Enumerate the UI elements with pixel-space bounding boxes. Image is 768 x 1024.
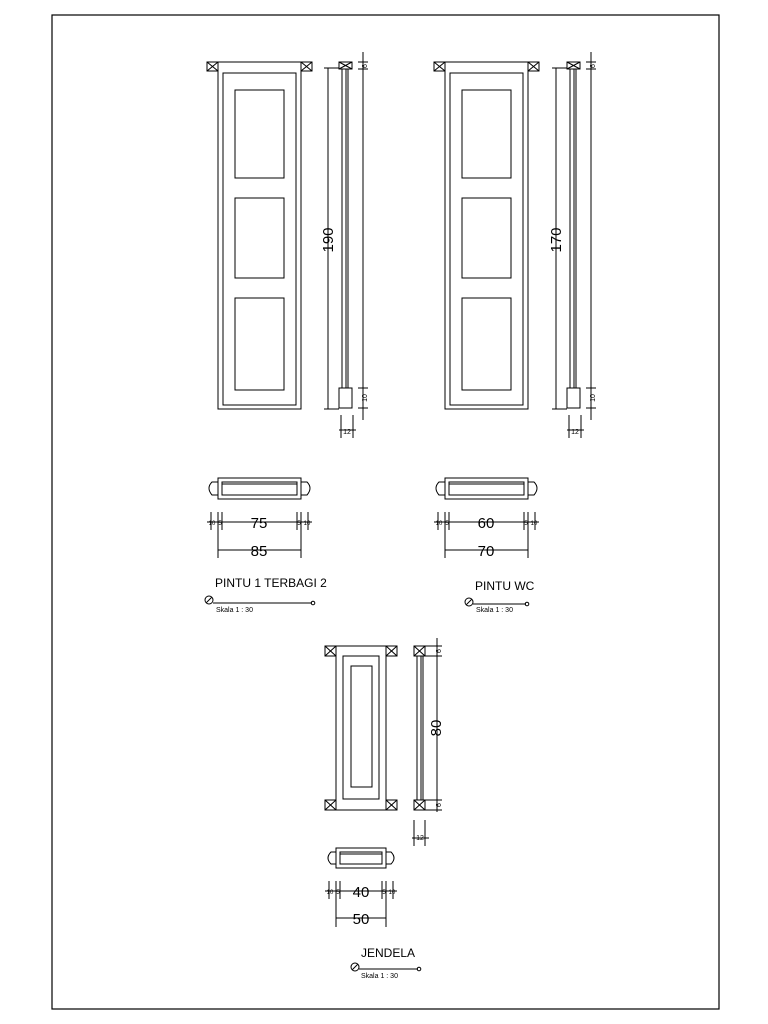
window-plan-dim-left-b: 5	[336, 890, 340, 896]
door-1-height-label: 190	[320, 227, 337, 253]
window-plan-dim-inner: 40	[352, 884, 370, 901]
door-2-panel-middle	[462, 198, 511, 278]
door-1-elevation	[207, 62, 312, 409]
door-1-frame	[218, 62, 301, 409]
door-2-scale-symbol	[465, 598, 529, 606]
door-1-plan-dim-right-a: 10	[303, 521, 311, 527]
door-2-panel-top	[462, 90, 511, 178]
door-2-plan-dim-right-a: 10	[530, 521, 538, 527]
door-2-plan-dim-overall: 70	[477, 543, 495, 560]
window-glass	[351, 666, 372, 787]
door-1-thickness-label: 12	[343, 429, 351, 436]
window-top-small-dim: 6	[436, 649, 443, 653]
window-scale-symbol	[351, 963, 421, 971]
window-plan-dim-right-a: 10	[388, 890, 396, 896]
door-2-thickness-label: 12	[571, 429, 579, 436]
door-2-height-label: 170	[548, 227, 565, 253]
door-2-bottom-small-dim: 10	[590, 394, 597, 402]
door-1-bottom-small-dim: 10	[362, 394, 369, 402]
door-2-plan-dim-left-b: 5	[445, 521, 449, 527]
window-thickness-label: 12	[416, 835, 424, 842]
door-2-leaf	[450, 73, 523, 405]
window-elevation	[325, 646, 397, 810]
door-2-top-small-dim: 6	[590, 64, 597, 68]
door-2-scale: Skala 1 : 30	[476, 607, 513, 614]
door-1-panel-top	[235, 90, 284, 178]
door-1-plan-dim-overall: 85	[250, 543, 268, 560]
door-1-panel-middle	[235, 198, 284, 278]
door-1-scale-symbol	[205, 596, 315, 605]
door-1-plan-dim-left-a: 10	[208, 521, 216, 527]
door-1-plan-dim-inner: 75	[250, 515, 268, 532]
window-plan-dim-right-b: 5	[382, 890, 386, 896]
window-height-label: 80	[428, 719, 445, 737]
door-1-panel-bottom	[235, 298, 284, 390]
window-sash	[343, 656, 379, 799]
door-2-panel-bottom	[462, 298, 511, 390]
door-1-title: PINTU 1 TERBAGI 2	[215, 576, 327, 590]
door-1-plan-dim-right-b: 5	[297, 521, 301, 527]
door-2-frame	[445, 62, 528, 409]
door-2-elevation	[434, 62, 539, 409]
window-scale: Skala 1 : 30	[361, 973, 398, 980]
window-plan-dim-left-a: 10	[326, 890, 334, 896]
door-1-plan-dim-left-b: 5	[218, 521, 222, 527]
door-2-plan-dim-left-a: 10	[435, 521, 443, 527]
window-bottom-small-dim: 6	[436, 803, 443, 807]
door-1-top-small-dim: 6	[362, 64, 369, 68]
window-plan-dim-overall: 50	[352, 911, 370, 928]
door-2-plan-dim-right-b: 5	[524, 521, 528, 527]
door-1-leaf	[223, 73, 296, 405]
window-section	[412, 638, 442, 846]
door-1-scale: Skala 1 : 30	[216, 607, 253, 614]
window-title: JENDELA	[361, 946, 416, 960]
door-2-plan-dim-inner: 60	[477, 515, 495, 532]
door-2-title: PINTU WC	[475, 579, 535, 593]
